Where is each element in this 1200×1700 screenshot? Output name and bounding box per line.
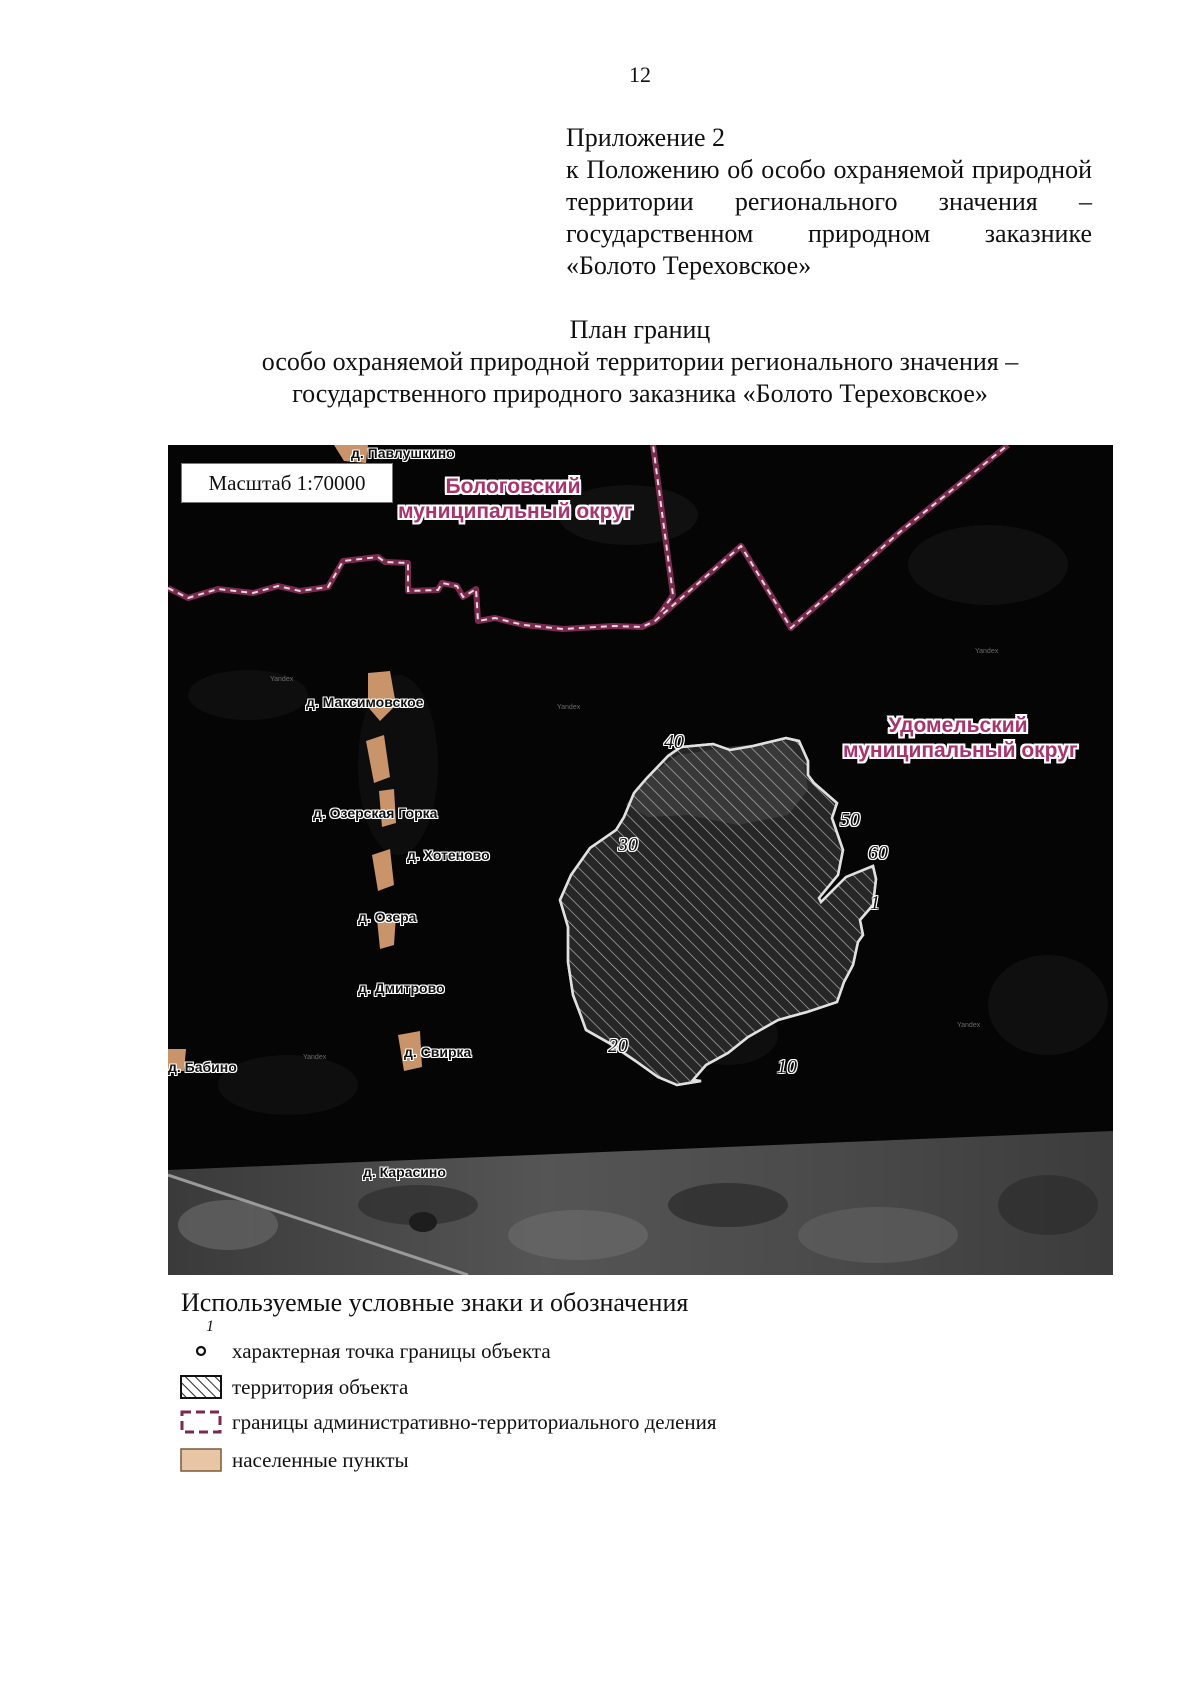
boundary-point-label: 20 [608, 1035, 628, 1057]
boundary-point-label: 10 [777, 1056, 797, 1078]
territory-hatch [560, 738, 876, 1085]
map [168, 445, 1113, 1275]
plan-title-line2: особо охраняемой природной территории регионального значения – [261, 347, 1019, 376]
page-number: 12 [629, 62, 651, 87]
settlement-label: д. Карасино [363, 1164, 446, 1180]
settlement-label: д. Свирка [404, 1044, 472, 1060]
settlement-label: д. Максимовское [306, 694, 424, 710]
district-label-line: муниципальный округ [398, 500, 633, 523]
legend-item-label: территория объекта [232, 1375, 409, 1399]
legend-point-number: 1 [206, 1318, 214, 1335]
map-layers [168, 445, 1113, 1275]
district-label-bologovsky [398, 474, 633, 524]
boundary-point-label: 30 [618, 834, 638, 856]
boundary-point-label: 50 [840, 809, 860, 831]
basemap-mark: Yandex [557, 704, 581, 711]
basemap-mark: Yandex [975, 648, 999, 655]
boundary-point-label: 60 [868, 842, 888, 864]
boundary-point-label: 40 [664, 731, 684, 753]
plan-title-line1: План границ [569, 315, 711, 344]
settlement-label: д. Хотеново [407, 847, 490, 863]
settlement-areas [168, 445, 422, 1071]
dashed-boundary-icon [180, 1407, 222, 1437]
settlement-swatch-icon [180, 1445, 222, 1475]
plan-title-line3: государственного природного заказника «Болото Тереховское» [292, 379, 988, 408]
map-scale: Масштаб 1:70000 [181, 463, 393, 503]
legend-item-label: характерная точка границы объекта [232, 1339, 551, 1363]
settlement-label: д. Бабино [168, 1059, 237, 1075]
basemap-mark: Yandex [270, 676, 294, 683]
legend-title: Используемые условные знаки и обозначения [181, 1288, 689, 1317]
settlement-label: д. Озера [358, 909, 417, 925]
appendix-title: Приложение 2 [566, 123, 726, 152]
district-label-line: муниципальный округ [843, 739, 1078, 762]
settlement-label: д. Озерская Горка [313, 805, 438, 821]
legend-item-label: населенные пункты [232, 1448, 409, 1472]
district-label-udomelsky [843, 713, 1078, 763]
imagery-strip [168, 1131, 1113, 1275]
district-label-line: Удомельский [888, 714, 1028, 737]
appendix-block [566, 122, 1092, 282]
settlement-label: д. Дмитрово [358, 980, 445, 996]
basemap-mark: Yandex [957, 1022, 981, 1029]
hatched-area-icon [180, 1372, 222, 1402]
basemap-mark: Yandex [303, 1054, 327, 1061]
district-label-line: Бологовский [445, 475, 581, 498]
settlement-label: д. Павлушкино [351, 445, 455, 461]
appendix-text: к Положению об особо охраняемой природной территории регионального значения – государственном природном заказнике «Болото Тереховское» [566, 155, 1092, 280]
boundary-point-label: 1 [870, 892, 880, 914]
legend-item-label: границы административно-территориального деления [232, 1410, 717, 1434]
boundary-point-icon [180, 1336, 222, 1366]
plan-title [0, 314, 1200, 410]
